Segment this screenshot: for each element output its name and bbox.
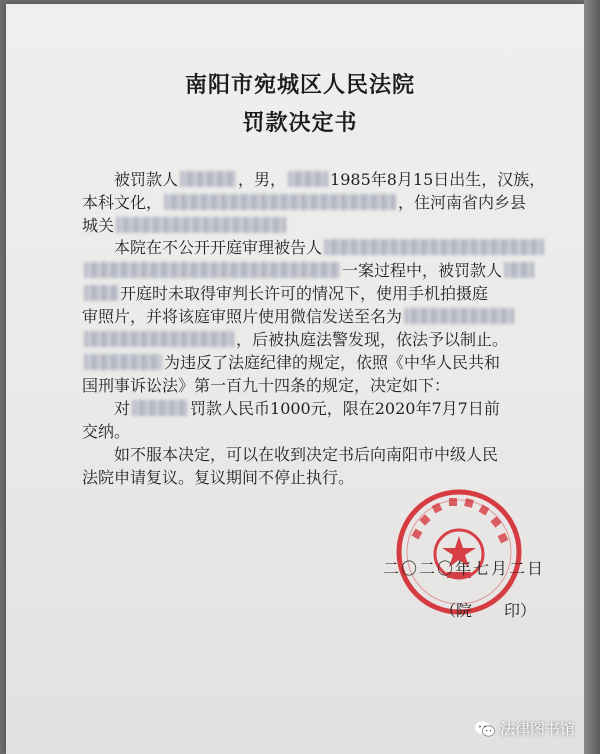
redacted-text <box>164 194 396 210</box>
text-line <box>114 399 500 419</box>
seal-label: （院 印） <box>440 601 537 620</box>
redacted-names <box>324 239 544 255</box>
redacted-text <box>288 171 328 187</box>
text-segment: 审照片，并将该庭审照片使用微信发送至名为 <box>82 307 403 326</box>
text-line <box>82 307 516 327</box>
text-segment: ，住河南省内乡县 <box>398 193 527 212</box>
text-segment: 法院申请复议。复议期间不停止执行。 <box>82 468 355 487</box>
text-segment: 为违反了法庭纪律的规定，依照《中华人民共和 <box>164 353 501 372</box>
text-line <box>82 330 508 350</box>
text-segment: 开庭时未取得审判长许可的情况下，使用手机拍摄庭 <box>120 284 489 303</box>
issue-date: 二〇二〇年七月二日 <box>383 559 546 578</box>
document-title: 罚款决定书 <box>242 111 358 136</box>
text-segment: 1985年8月15日出生，汉族， <box>330 170 546 189</box>
text-line <box>114 170 545 190</box>
text-line <box>82 193 526 213</box>
text-segment: 罚款人民币1000元，限在2020年7月7日前 <box>190 399 500 418</box>
redacted-names <box>84 262 340 278</box>
text-line <box>82 353 500 373</box>
text-segment: 本科文化， <box>82 193 163 212</box>
text-segment: 如不服本决定，可以在收到决定书后向南阳市中级人民 <box>114 445 499 464</box>
redacted-group-name <box>84 331 234 347</box>
redacted-address <box>116 217 286 233</box>
court-seal-icon <box>395 488 523 616</box>
text-line <box>82 422 130 442</box>
text-line <box>82 284 488 304</box>
text-segment: 本院在不公开开庭审理被告人 <box>114 238 323 257</box>
watermark-text: 法律图书馆 <box>500 720 576 738</box>
text-line <box>82 261 536 281</box>
document-court-name: 南阳市宛城区人民法院 <box>184 73 415 98</box>
watermark <box>474 718 575 739</box>
text-line <box>114 238 546 258</box>
text-segment: 国刑事诉讼法》第一百九十四条的规定，决定如下： <box>82 376 451 395</box>
text-line <box>114 445 498 465</box>
redacted-name <box>84 354 162 370</box>
text-segment: 城关 <box>82 216 115 235</box>
redacted-name <box>84 285 118 301</box>
redacted-name <box>180 171 236 187</box>
text-line <box>82 376 450 396</box>
text-line <box>82 216 288 236</box>
wechat-icon <box>474 720 496 738</box>
text-line <box>82 468 354 488</box>
text-segment: ，后被执庭法警发现，依法予以制止。 <box>236 330 509 349</box>
text-segment: 一案过程中，被罚款人 <box>342 261 503 280</box>
redacted-name <box>504 262 534 278</box>
text-segment: 对 <box>114 399 131 418</box>
text-segment: ，男， <box>238 170 287 189</box>
text-segment: 交纳。 <box>82 422 131 441</box>
text-segment: 被罚款人 <box>114 170 179 189</box>
redacted-group-name <box>404 308 514 324</box>
redacted-name <box>132 400 188 416</box>
